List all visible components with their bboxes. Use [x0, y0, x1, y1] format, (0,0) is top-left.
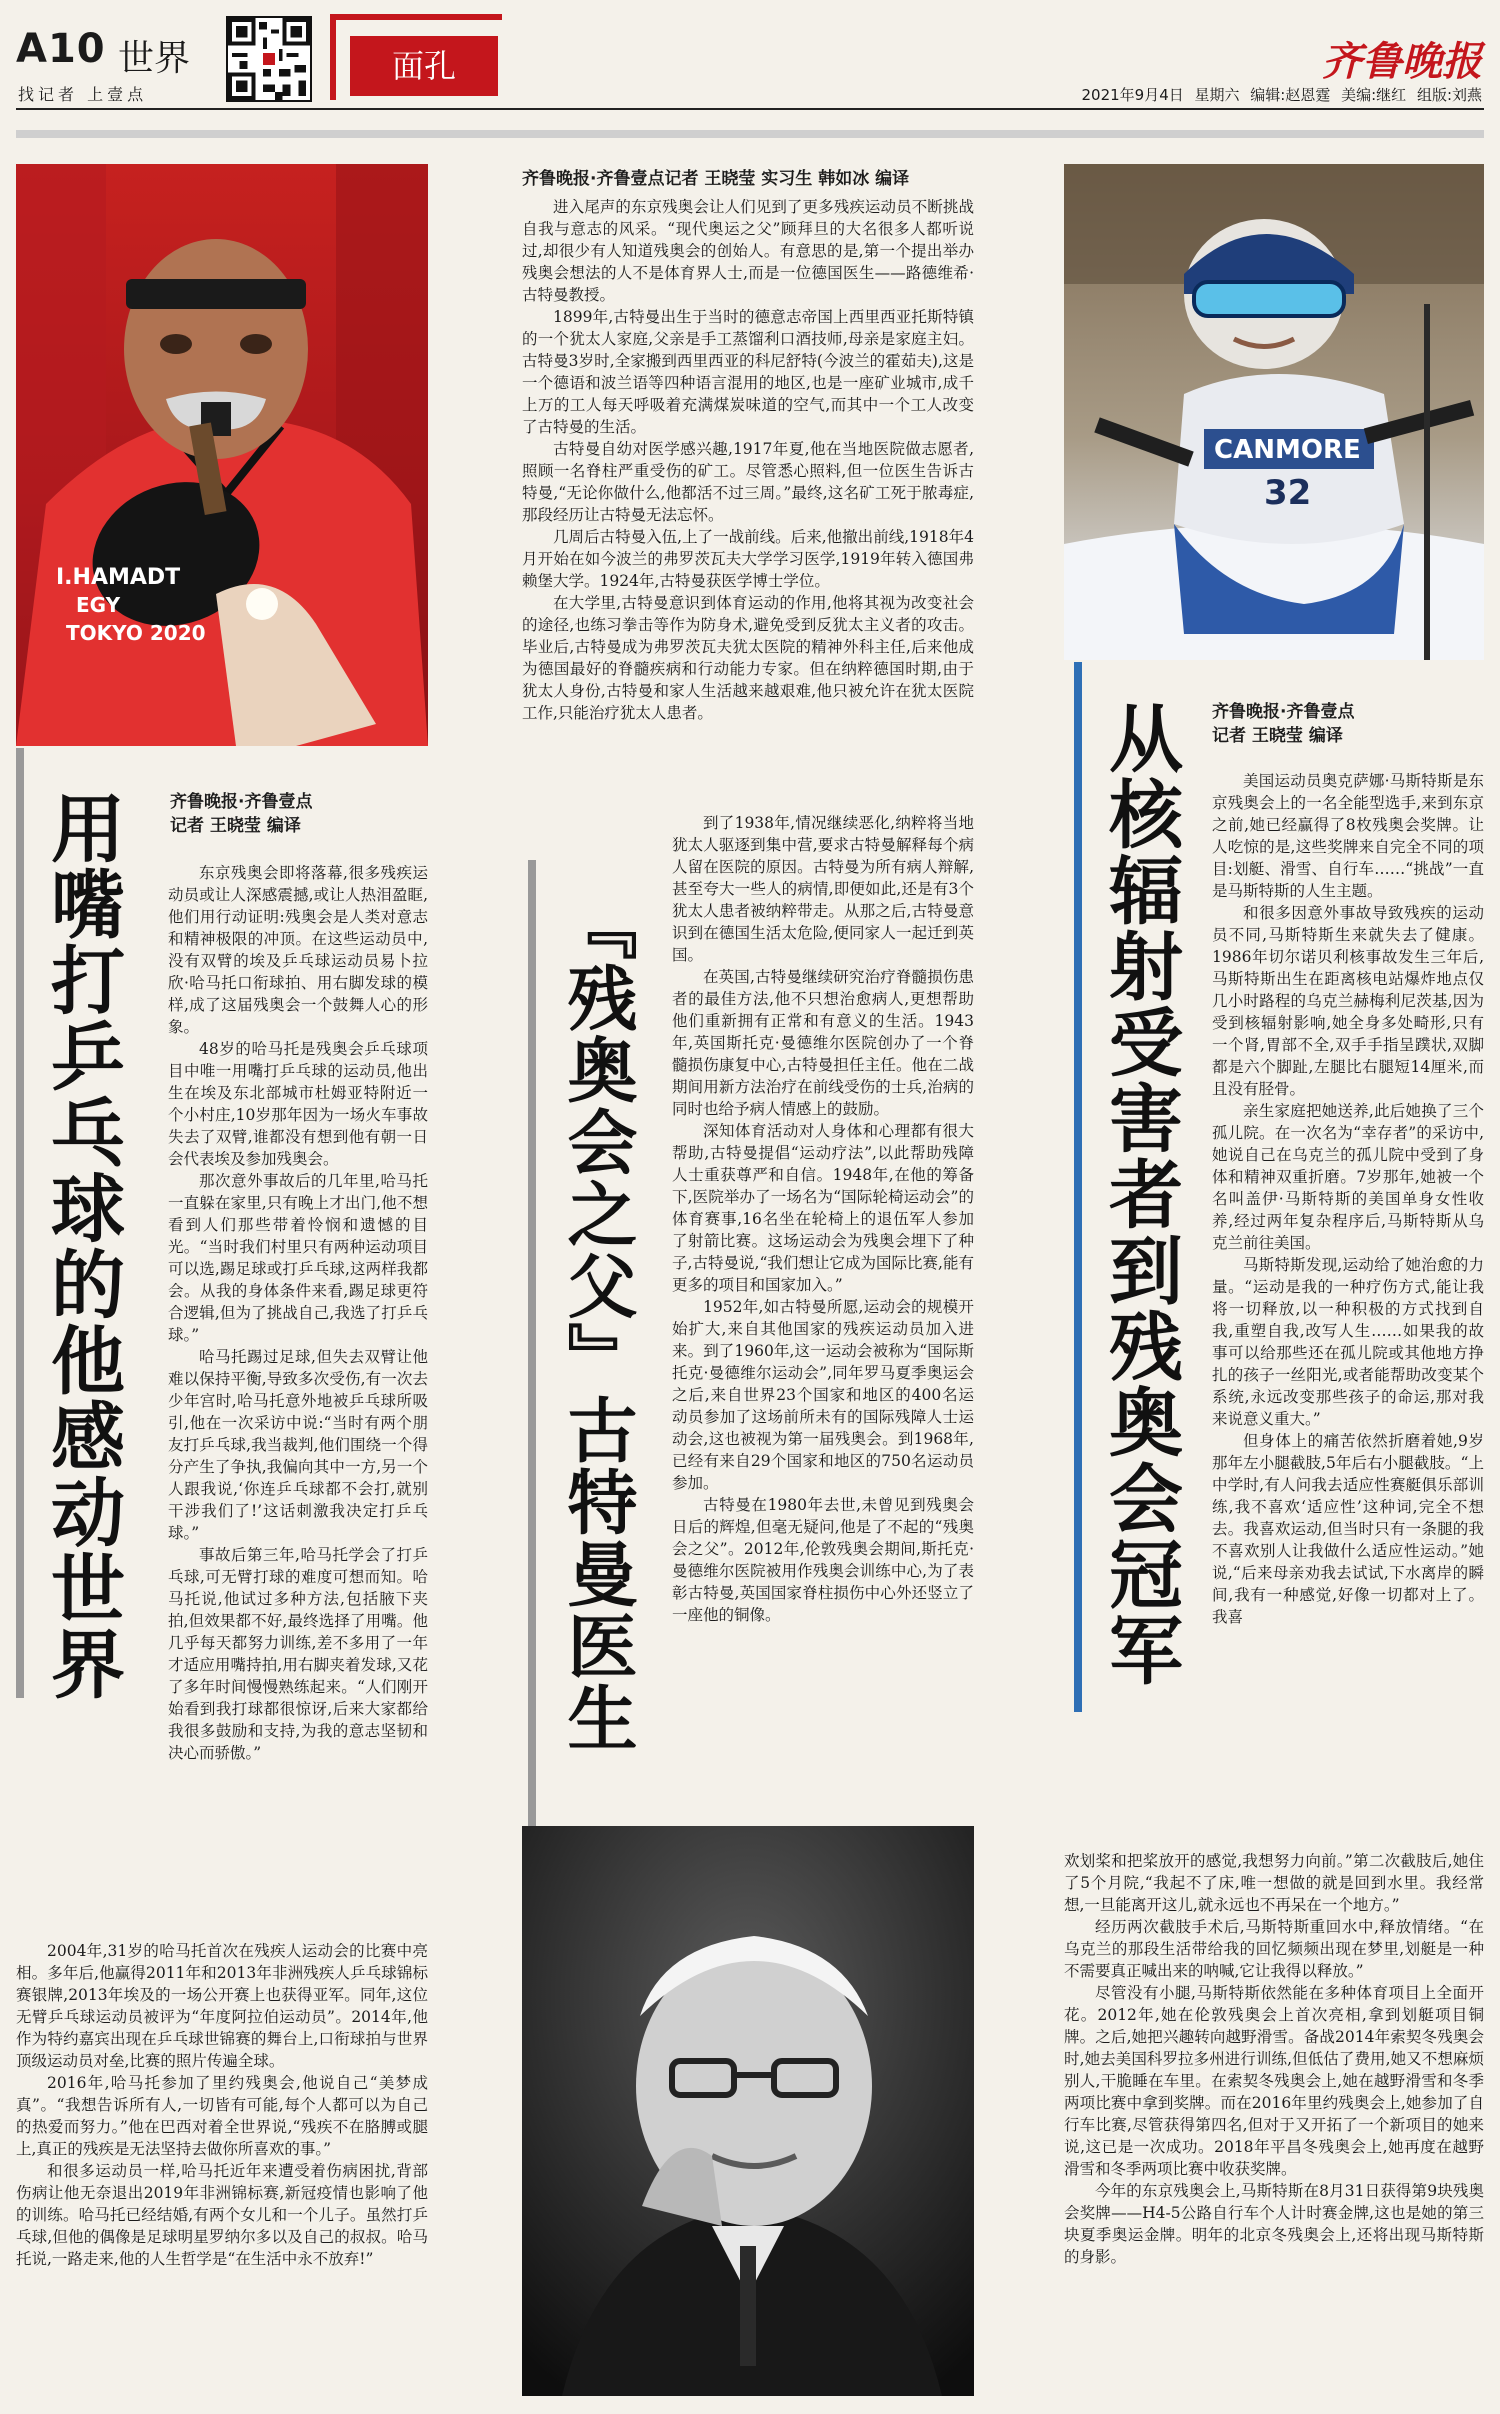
right-accent-bar: [1074, 662, 1082, 1712]
right-paragraph: 欢划桨和把桨放开的感觉,我想努力向前。”第二次截肢后,她住了5个月院,“我起不了床,唯一想做的就是回到水里。我经常想,一旦能离开这儿,就永远也不再呆在一个地方。”: [1064, 1852, 1484, 1914]
middle-paragraph: 到了1938年,情况继续恶化,纳粹将当地犹太人驱逐到集中营,要求古特曼解释每个病人留在医院的原因。古特曼为所有病人辩解,甚至夸大一些人的病情,即便如此,还是有3个犹太人患者被纳粹带走。从那之后,古特曼意识到在德国生活太危险,便同家人一起迁到英国。: [672, 814, 974, 964]
photo-ski-athlete: [1064, 164, 1484, 660]
right-paragraph: 尽管没有小腿,马斯特斯依然能在多种体育项目上全面开花。2012年,她在伦敦残奥会上首次亮相,拿到划艇项目铜牌。之后,她把兴趣转向越野滑雪。备战2014年索契冬残奥会时,她去美国科罗拉多州进行训练,但低估了费用,她又不想麻烦别人,干脆睡在车里。在索契冬残奥会上,她在越野滑雪和冬季两项比赛中拿到奖牌。而在2016年里约残奥会上,她参加了自行车比赛,尽管获得第四名,但对于又开拓了一个新项目的她来说,这已是一次成功。2018年平昌冬残奥会上,她再度在越野滑雪和冬季两项比赛中收获奖牌。: [1064, 1984, 1484, 2178]
left-paragraph: 事故后第三年,哈马托学会了打乒乓球,可无臂打球的难度可想而知。哈马托说,他试过多种方法,包括腋下夹拍,但效果都不好,最终选择了用嘴。他几乎每天都努力训练,差不多用了一年才适应用嘴持拍,用右脚夹着发球,又花了多年时间慢慢熟练起来。“人们刚开始看到我打球都很惊讶,后来大家都给我很多鼓励和支持,为我的意志坚韧和决心而骄傲。”: [168, 1546, 428, 1762]
header-band: [16, 130, 1484, 138]
left-paragraph: 东京残奥会即将落幕,很多残疾运动员或让人深感震撼,或让人热泪盈眶,他们用行动证明:残奥会是人类对意志和精神极限的冲顶。在这些运动员中,没有双臂的埃及乒乓球运动员易卜拉欣·哈马托口衔球拍、用右脚发球的模样,成了这届残奥会一个鼓舞人心的形象。: [168, 864, 428, 1036]
middle-accent-bar: [528, 860, 536, 1860]
right-byline-author: 记者 王晓莹 编译: [1212, 726, 1343, 746]
middle-paragraph: 在英国,古特曼继续研究治疗脊髓损伤患者的最佳方法,他不只想治愈病人,更想帮助他们重新拥有正常和有意义的生活。1943年,英国斯托克·曼德维尔医院创办了一个脊髓损伤康复中心,古特曼担任主任。他在二战期间用新方法治疗在前线受伤的士兵,治病的同时也给予病人情感上的鼓励。: [672, 968, 974, 1118]
left-article-lower: [16, 1940, 428, 2270]
masthead-logo: 齐鲁晚报: [1322, 38, 1482, 85]
left-paragraph: 和很多运动员一样,哈马托近年来遭受着伤病困扰,背部伤病让他无奈退出2019年非洲锦标赛,新冠疫情也影响了他的训练。哈马托已经结婚,有两个女儿和一个儿子。虽然打乒乓球,但他的偶像是足球明星罗纳尔多以及自己的叔叔。哈马托说,一路走来,他的人生哲学是“在生活中永不放弃!”: [16, 2162, 428, 2268]
left-headline: 用嘴打乒乓球的他感动世界: [39, 790, 125, 1702]
jersey-country-text: EGY: [76, 593, 121, 617]
bib-text: CANMORE: [1214, 435, 1361, 465]
page-number: A10: [16, 26, 106, 72]
jersey-name-text: I.HAMADT: [56, 565, 181, 590]
photo-guttmann-portrait: [522, 1826, 974, 2396]
middle-paragraph: 在大学里,古特曼意识到体育运动的作用,他将其视为改变社会的途径,也练习拳击等作为防身术,避免受到反犹太主义者的攻击。毕业后,古特曼成为弗罗茨瓦夫犹太医院的精神外科主任,后来他成为德国最好的脊髓疾病和行动能力专家。但在纳粹德国时期,由于犹太人身份,古特曼和家人生活越来越艰难,他只被允许在犹太医院工作,只能治疗犹太人患者。: [522, 594, 974, 722]
qr-code[interactable]: [226, 16, 312, 102]
slogan: 找记者 上壹点: [18, 85, 148, 104]
middle-paragraph: 进入尾声的东京残奥会让人们见到了更多残疾运动员不断挑战自我与意志的风采。“现代奥运之父”顾拜旦的大名很多人都听说过,却很少有人知道残奥会的创始人。有意思的是,第一个提出举办残奥会想法的人不是体育界人士,而是一位德国医生——路德维希·古特曼教授。: [522, 198, 974, 304]
middle-headline: 『残奥会之父』古特曼医生: [556, 890, 639, 1754]
bib-number: 32: [1264, 473, 1312, 513]
middle-paragraph: 1899年,古特曼出生于当时的德意志帝国上西里西亚托斯特镇的一个犹太人家庭,父亲是手工蒸馏利口酒技师,母亲是家庭主妇。古特曼3岁时,全家搬到西里西亚的科尼舒特(今波兰的霍茹夫),这是一个德语和波兰语等四种语言混用的地区,也是一座矿业城市,成千上万的工人每天呼吸着充满煤炭味道的空气,而其中一个工人改变了古特曼的生活。: [522, 308, 974, 436]
right-paragraph: 经历两次截肢手术后,马斯特斯重回水中,释放情绪。“在乌克兰的那段生活带给我的回忆频频出现在梦里,划艇是一种不需要真正喊出来的呐喊,它让我得以释放。”: [1064, 1918, 1484, 1980]
section-name: 世界: [118, 38, 191, 79]
middle-article-lower: [672, 812, 974, 1626]
right-paragraph: 今年的东京残奥会上,马斯特斯在8月31日获得第9块残奥会奖牌——H4-5公路自行车个人计时赛金牌,这也是她的第三块夏季奥运金牌。明年的北京冬残奥会上,还将出现马斯特斯的身影。: [1064, 2182, 1484, 2266]
right-paragraph: 和很多因意外事故导致残疾的运动员不同,马斯特斯生来就失去了健康。1986年切尔诺贝利核事故发生三年后,马斯特斯出生在距离核电站爆炸地点仅几小时路程的乌克兰赫梅利尼茨基,因为受到核辐射影响,她全身多处畸形,只有一个肾,胃部不全,双手手指呈蹼状,双脚都是六个脚趾,左腿比右腿短14厘米,而且没有胫骨。: [1212, 904, 1484, 1098]
right-paragraph: 马斯特斯发现,运动给了她治愈的力量。“运动是我的一种疗伤方式,能让我将一切释放,以一种积极的方式找到自我,重塑自我,改写人生……如果我的故事可以给那些还在孤儿院或其他地方挣扎的孩子一丝阳光,或者能帮助改变某个系统,永远改变那些孩子的命运,那对我来说意义重大。”: [1212, 1256, 1484, 1428]
left-paragraph: 哈马托踢过足球,但失去双臂让他难以保持平衡,导致多次受伤,有一次去少年宫时,哈马托意外地被乒乓球所吸引,他在一次采访中说:“当时有两个朋友打乒乓球,我当裁判,他们围绕一个得分产生了争执,我偏向其中一方,另一个人跟我说,‘你连乒乓球都不会打,就别干涉我们了!’这话刺激我决定打乒乓球。”: [168, 1348, 428, 1542]
middle-paragraph: 古特曼自幼对医学感兴趣,1917年夏,他在当地医院做志愿者,照顾一名脊柱严重受伤的矿工。尽管悉心照料,但一位医生告诉古特曼,“无论你做什么,他都活不过三周。”最终,这名矿工死于脓毒症,那段经历让古特曼无法忘怀。: [522, 440, 974, 524]
middle-article-upper: [522, 196, 974, 724]
left-article-upper: [168, 862, 428, 1764]
left-accent-bar: [16, 748, 24, 1698]
middle-paragraph: 深知体育活动对人身体和心理都有很大帮助,古特曼提倡“运动疗法”,以此帮助残障人士重获尊严和自信。1948年,在他的筹备下,医院举办了一场名为“国际轮椅运动会”的体育赛事,16名坐在轮椅上的退伍军人参加了射箭比赛。这场运动会为残奥会埋下了种子,古特曼说,“我们想让它成为国际比赛,能有更多的项目和国家加入。”: [672, 1122, 974, 1294]
section-tag: 面孔: [350, 36, 498, 96]
middle-paragraph: 1952年,如古特曼所愿,运动会的规模开始扩大,来自其他国家的残疾运动员加入进来。到了1960年,这一运动会被称为“国际斯托克·曼德维尔运动会”,同年罗马夏季奥运会之后,来自世界23个国家和地区的400名运动员参加了这场前所未有的国际残障人士运动会,这也被视为第一届残奥会。到1968年,已经有来自29个国家和地区的750名运动员参加。: [672, 1298, 974, 1492]
middle-paragraph: 几周后古特曼入伍,上了一战前线。后来,他撤出前线,1918年4月开始在如今波兰的弗罗茨瓦夫大学学习医学,1919年转入德国弗赖堡大学。1924年,古特曼获医学博士学位。: [522, 528, 974, 590]
right-paragraph: 亲生家庭把她送养,此后她换了三个孤儿院。在一次名为“幸存者”的采访中,她说自己在乌克兰的孤儿院中受到了身体和精神双重折磨。7岁那年,她被一个名叫盖伊·马斯特斯的美国单身女性收养,经过两年复杂程序后,马斯特斯从乌克兰前往美国。: [1212, 1102, 1484, 1252]
right-byline: [1212, 700, 1484, 748]
right-article-lower: [1064, 1850, 1484, 2268]
left-paragraph: 48岁的哈马托是残奥会乒乓球项目中唯一用嘴打乒乓球的运动员,他出生在埃及东北部城市杜姆亚特附近一个小村庄,10岁那年因为一场火车事故失去了双臂,谁都没有想到他有朝一日会代表埃及参加残奥会。: [168, 1040, 428, 1168]
middle-byline: 齐鲁晚报·齐鲁壹点记者 王晓莹 实习生 韩如冰 编译: [522, 169, 910, 189]
right-paragraph: 但身体上的痛苦依然折磨着她,9岁那年左小腿截肢,5年后右小腿截肢。“上中学时,有人问我去适应性赛艇俱乐部训练,我不喜欢‘适应性’这种词,完全不想去。我喜欢运动,但当时只有一条腿的我不喜欢别人让我做什么适应性运动。”她说,“后来母亲劝我去试试,下水离岸的瞬间,我有一种感觉,好像一切都对上了。我喜: [1212, 1432, 1484, 1626]
left-byline-outlet: 齐鲁晚报·齐鲁壹点: [170, 792, 313, 812]
left-paragraph: 那次意外事故后的几年里,哈马托一直躲在家里,只有晚上才出门,他不想看到人们那些带着怜悯和遗憾的目光。“当时我们村里只有两种运动项目可以选,踢足球或打乒乓球,这两样我都会。从我的身体条件来看,踢足球更符合逻辑,但为了挑战自己,我选了打乒乓球。”: [168, 1172, 428, 1344]
photo-table-tennis-player: [16, 164, 428, 746]
middle-paragraph: 古特曼在1980年去世,未曾见到残奥会日后的辉煌,但毫无疑问,他是了不起的“残奥会之父”。2012年,伦敦残奥会期间,斯托克·曼德维尔医院被用作残奥会训练中心,为了表彰古特曼,英国国家脊柱损伤中心外还竖立了一座他的铜像。: [672, 1496, 974, 1624]
jersey-games-text: TOKYO 2020: [66, 621, 206, 645]
left-byline-author: 记者 王晓莹 编译: [170, 816, 301, 836]
right-byline-outlet: 齐鲁晚报·齐鲁壹点: [1212, 702, 1355, 722]
left-paragraph: 2004年,31岁的哈马托首次在残疾人运动会的比赛中亮相。多年后,他赢得2011年和2013年非洲残疾人乒乓球锦标赛银牌,2013年埃及的一场公开赛上也获得亚军。同年,这位无臂乒乓球运动员被评为“年度阿拉伯运动员”。2014年,他作为特约嘉宾出现在乒乓球世锦赛的舞台上,口衔球拍与世界顶级运动员对垒,比赛的照片传遍全球。: [16, 1942, 428, 2070]
header-rule: [16, 108, 1484, 110]
right-paragraph: 美国运动员奥克萨娜·马斯特斯是东京残奥会上的一名全能型选手,来到东京之前,她已经赢得了8枚残奥会奖牌。让人吃惊的是,这些奖牌来自完全不同的项目:划艇、滑雪、自行车……“挑战”一直是马斯特斯的人生主题。: [1212, 772, 1484, 900]
right-headline: 从核辐射受害者到残奥会冠军: [1097, 700, 1183, 1688]
dateline: 2021年9月4日 星期六 编辑:赵恩霆 美编:继红 组版:刘燕: [1081, 86, 1482, 104]
left-paragraph: 2016年,哈马托参加了里约残奥会,他说自己“美梦成真”。“我想告诉所有人,一切皆有可能,每个人都可以为自己的热爱而努力。”他在巴西对着全世界说,“残疾不在胳膊或腿上,真正的残疾是无法坚持去做你所喜欢的事。”: [16, 2074, 428, 2158]
left-byline: [170, 790, 428, 838]
right-article-upper: [1212, 770, 1484, 1628]
